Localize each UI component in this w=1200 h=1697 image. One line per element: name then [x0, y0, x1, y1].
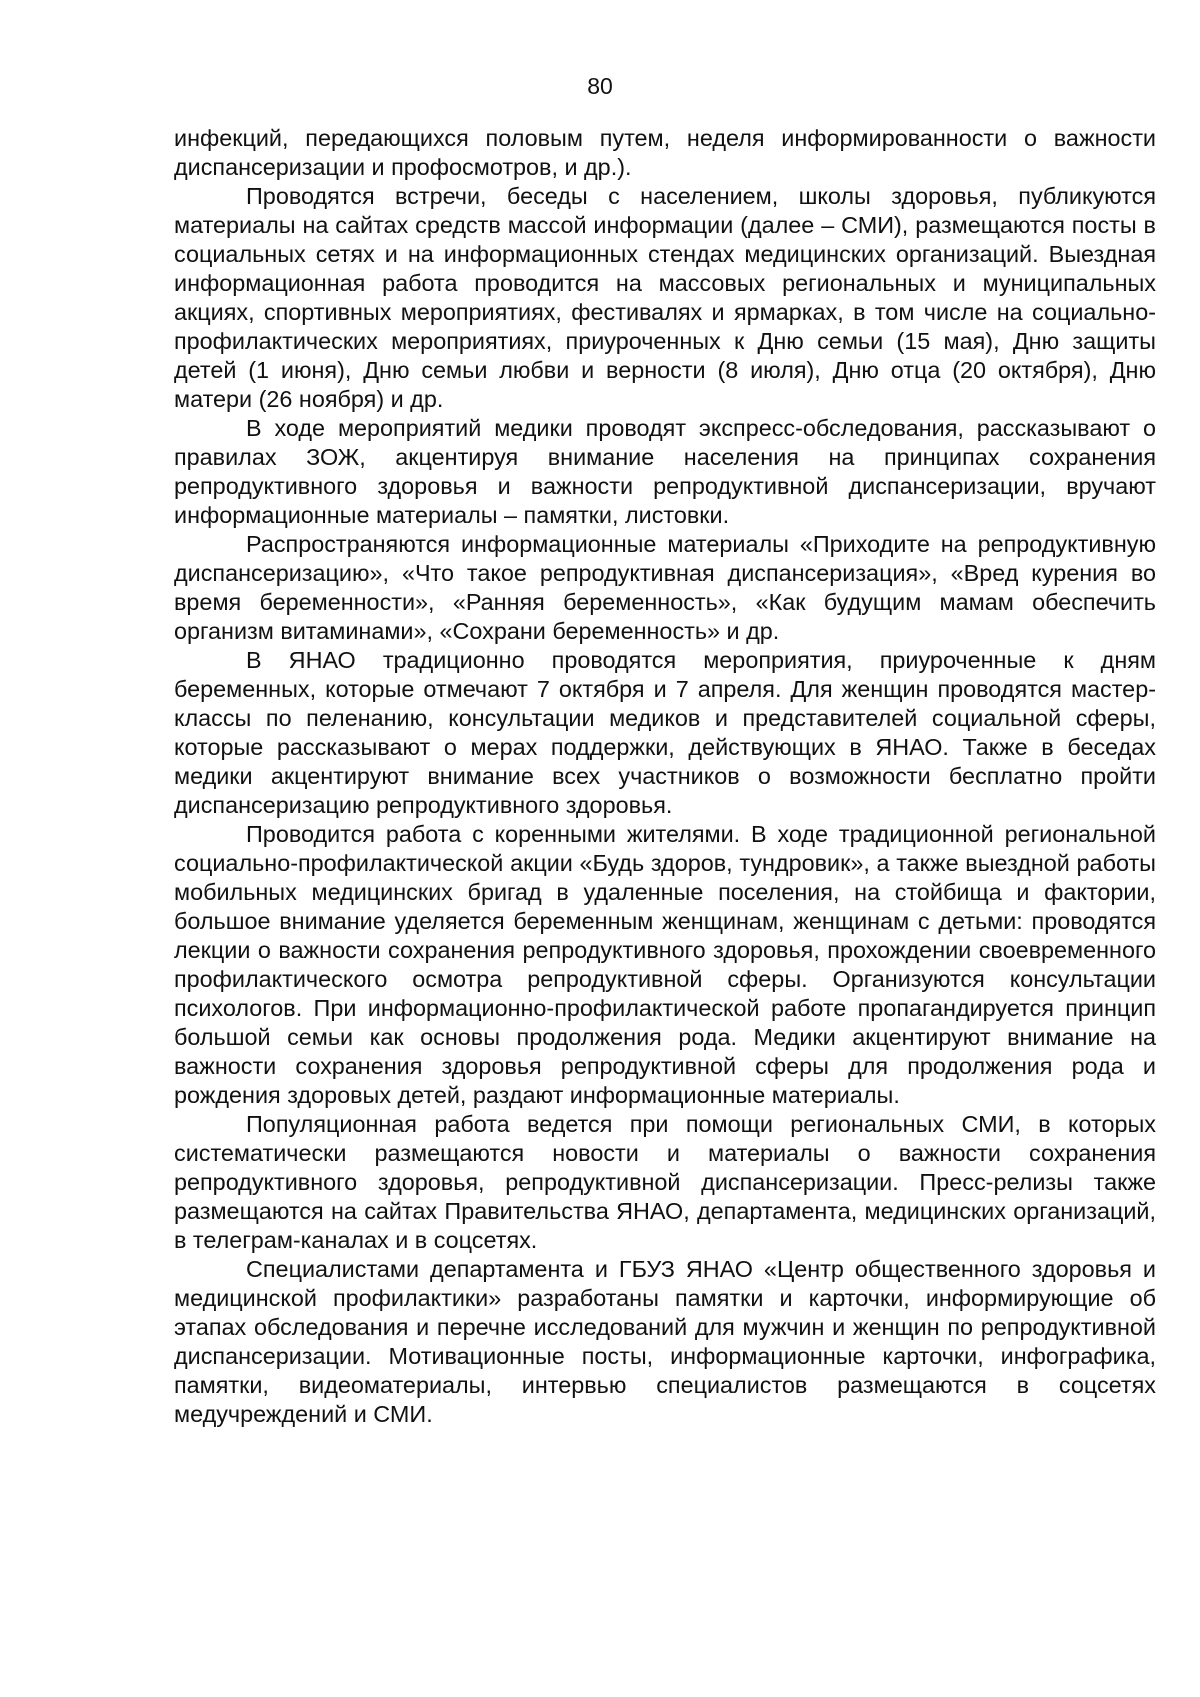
paragraph-continuation: инфекций, передающихся половым путем, неделя информированности о важности диспансеризации и профосмотров, и др.).: [174, 125, 1156, 180]
paragraph-express-screenings: В ходе мероприятий медики проводят экспресс-обследования, рассказывают о правилах ЗОЖ, акцентируя внимание населения на принципах сохранения репродуктивного здоровья и важности репродуктивной диспансеризации, вручают информационные материалы – памятки, листовки.: [174, 415, 1156, 528]
paragraph-pregnancy-days: В ЯНАО традиционно проводятся мероприятия, приуроченные к дням беременных, которые отмечают 7 октября и 7 апреля. Для женщин проводятся мастер-классы по пеленанию, консультации медиков и представителей социальной сферы, которые рассказывают о мерах поддержки, действующих в ЯНАО. Также в беседах медики акцентируют внимание всех участников о возможности бесплатно пройти диспансеризацию репродуктивного здоровья.: [174, 647, 1156, 818]
paragraph-specialists-materials: Специалистами департамента и ГБУЗ ЯНАО «Центр общественного здоровья и медицинской профилактики» разработаны памятки и карточки, информирующие об этапах обследования и перечне исследований для мужчин и женщин по репродуктивной диспансеризации. Мотивационные посты, информационные карточки, инфографика, памятки, видеоматериалы, интервью специалистов размещаются в соцсетях медучреждений и СМИ.: [174, 1256, 1156, 1427]
document-body: [174, 124, 1156, 1429]
paragraph-population-work: Популяционная работа ведется при помощи региональных СМИ, в которых систематически размещаются новости и материалы о важности сохранения репродуктивного здоровья, репродуктивной диспансеризации. Пресс-релизы также размещаются на сайтах Правительства ЯНАО, департамента, медицинских организаций, в телеграм-каналах и в соцсетях.: [174, 1111, 1156, 1253]
paragraph-info-materials: Распространяются информационные материалы «Приходите на репродуктивную диспансеризацию», «Что такое репродуктивная диспансеризация», «Вред курения во время беременности», «Ранняя беременность», «Как будущим мамам обеспечить организм витаминами», «Сохрани беременность» и др.: [174, 531, 1156, 644]
paragraph-meetings: Проводятся встречи, беседы с населением, школы здоровья, публикуются материалы на сайтах средств массой информации (далее – СМИ), размещаются посты в социальных сетях и на информационных стендах медицинских организаций. Выездная информационная работа проводится на массовых региональных и муниципальных акциях, спортивных мероприятиях, фестивалях и ярмарках, в том числе на социально-профилактических мероприятиях, приуроченных к Дню семьи (15 мая), Дню защиты детей (1 июня), Дню семьи любви и верности (8 июля), Дню отца (20 октября), Дню матери (26 ноября) и др.: [174, 183, 1156, 412]
paragraph-indigenous-residents: Проводится работа с коренными жителями. В ходе традиционной региональной социально-профилактической акции «Будь здоров, тундровик», а также выездной работы мобильных медицинских бригад в удаленные поселения, на стойбища и фактории, большое внимание уделяется беременным женщинам, женщинам с детьми: проводятся лекции о важности сохранения репродуктивного здоровья, прохождении своевременного профилактического осмотра репродуктивной сферы. Организуются консультации психологов. При информационно-профилактической работе пропагандируется принцип большой семьи как основы продолжения рода. Медики акцентируют внимание на важности сохранения здоровья репродуктивной сферы для продолжения рода и рождения здоровых детей, раздают информационные материалы.: [174, 821, 1156, 1108]
page-number: 80: [587, 73, 613, 99]
